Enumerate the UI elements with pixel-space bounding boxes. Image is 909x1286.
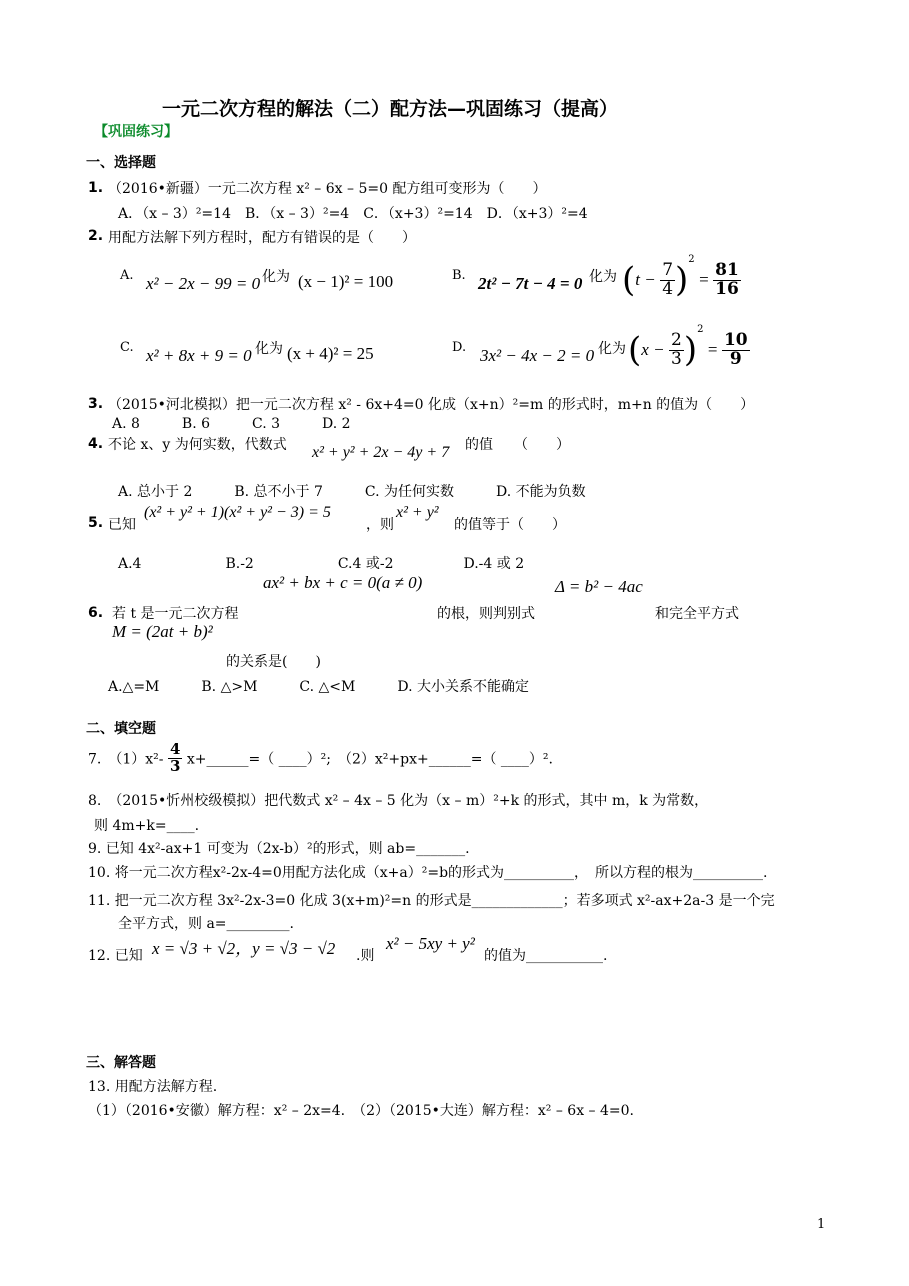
q12-text-b: .则 [356,948,375,964]
q2-option-a-equation: x² − 2x − 99 = 0 [146,274,261,293]
q6-options: A.△=M B. △>M C. △<M D. 大小关系不能确定 [108,679,529,695]
q5-text-b: ，则 [366,517,394,533]
q6-text-c: 和完全平方式 [655,606,739,622]
q2-b-frac-den: 4 [662,278,674,299]
q4-text-b: 的值 （ ） [465,437,570,453]
q8-line1: 8. （2015•忻州校级模拟）把代数式 x² – 4x – 5 化为（x – m）²+k 的形式，其中 m，k 为常数， [88,793,709,809]
q7-text-a: 7. （1）x²- [88,751,164,768]
q12-text-c: 的值为___________. [484,948,608,964]
q12-text-a: 12. 已知 [88,948,143,964]
q12-expression: x = √3 + √2，y = √3 − √2 [152,939,336,958]
page-title: 一元二次方程的解法（二）配方法—巩固练习（提高） [162,98,619,120]
q10-line: 10. 将一元二次方程x²-2x-4=0用配方法化成（x+a）²=b的形式为__________， 所以方程的根为__________. [88,865,768,881]
q6-number: 6. [88,605,104,621]
q13-line1: 13. 用配方法解方程. [88,1079,218,1095]
q4-options: A. 总小于 2 B. 总不小于 7 C. 为任何实数 D. 不能为负数 [118,484,586,500]
q3-text: （2015•河北模拟）把一元二次方程 x² - 6x+4=0 化成（x+n）²=m 的形式时，m+n 的值为（ ） [108,397,755,413]
q2-option-b-convert: 化为 [589,269,617,285]
q6-discriminant: Δ = b² − 4ac [555,577,643,596]
q2-option-b-equation: 2t² − 7t − 4 = 0 [478,274,583,293]
q6-text-b: 的根，则判别式 [437,606,535,622]
q2-option-a-convert: 化为 [262,269,290,285]
q5-expression: (x² + y² + 1)(x² + y² − 3) = 5 [144,504,331,521]
q7-frac-num: 4 [169,740,181,758]
q7-line [88,742,553,775]
q9-line: 9. 已知 4x²-ax+1 可变为（2x-b）²的形式，则 ab=_______. [88,841,470,857]
q11-line1: 11. 把一元二次方程 3x²-2x-3=0 化成 3(x+m)²=n 的形式是_____________；若多项式 x²-ax+2a-3 是一个完 [88,893,775,909]
q2-option-a-result: (x − 1)² = 100 [298,272,394,291]
q2-b-frac-num: 7 [662,259,674,280]
q3-options: A. 8 B. 6 C. 3 D. 2 [112,416,351,432]
q2-d-frac-den: 3 [671,348,682,369]
q2-option-c-label: C. [120,340,134,355]
q2-option-d-equation: 3x² − 4x − 2 = 0 [480,346,595,365]
q5-options: A.4 B.-2 C.4 或-2 D.-4 或 2 [118,556,525,572]
q2-option-b-label: B. [452,268,466,283]
page-number: 1 [817,1217,826,1232]
q2-b-rhs-num: 81 [715,259,739,280]
q4-number: 4. [88,436,104,452]
q2-option-a-label: A. [120,268,134,283]
section-heading-solve: 三、解答题 [86,1055,156,1071]
q2-d-frac-num: 2 [671,329,682,350]
q1-number: 1. [88,180,104,196]
q2-d-rhs-num: 10 [723,329,748,350]
q5-number: 5. [88,515,104,531]
q2-d-rhs-den: 9 [729,348,742,369]
q2-option-c-equation: x² + 8x + 9 = 0 [146,346,252,365]
q3-number: 3. [88,396,104,412]
section-tag: 【巩固练习】 [94,124,178,140]
q2-option-d-convert: 化为 [598,341,626,357]
q4-text-a: 不论 x、y 为何实数，代数式 [108,437,287,453]
q13-line2: （1）（2016•安徽）解方程：x² – 2x=4. （2）（2015•大连）解方程：x² – 6x – 4=0. [88,1103,634,1119]
q7-text-b: x+______=（ ____）²; （2）x²+px+______=（ ____）². [186,751,553,768]
q6-equation: ax² + bx + c = 0(a ≠ 0) [263,573,423,592]
q2-option-c-result: (x + 4)² = 25 [287,344,374,363]
q1-options: A．（x – 3）²=14 B．（x – 3）²=4 C．（x+3）²=14 D．（x+3）²=4 [118,206,588,222]
q8-line2: 则 4m+k=____. [94,818,200,834]
section-heading-fill: 二、填空题 [86,721,156,737]
q1-text: （2016•新疆）一元二次方程 x² – 6x – 5=0 配方组可变形为（ ） [108,181,547,197]
q2-option-d-result: (x − $\frac{2}{3}$ )$^2$ = $\frac{10}{9}$ [628,324,748,370]
q2-option-c-convert: 化为 [255,341,283,357]
q11-line2: 全平方式，则 a=_________. [118,916,294,932]
q5-expression-2: x² + y² [396,504,439,521]
q6-text-d: 的关系是( ) [226,654,321,670]
q12-expression-2: x² − 5xy + y² [386,934,475,953]
q2-b-rhs-den: 16 [715,278,739,299]
q5-text-a: 已知 [108,517,136,533]
q6-m-expression: M = (2at + b)² [112,622,213,641]
q6-text-a: 若 t 是一元二次方程 [112,606,239,622]
q4-expression: x² + y² + 2x − 4y + 7 [312,444,450,461]
q2-option-d-label: D. [452,340,467,355]
q7-frac-den: 3 [169,756,181,775]
q5-text-c: 的值等于（ ） [454,517,566,533]
q2-option-b-result: (t − $\frac{7}{4}$ )$^2$ = $\frac{81}{16}$ [622,254,739,300]
q2-text: 用配方法解下列方程时，配方有错误的是（ ） [108,230,416,246]
q2-number: 2. [88,228,104,244]
section-heading-choice: 一、选择题 [86,155,156,171]
